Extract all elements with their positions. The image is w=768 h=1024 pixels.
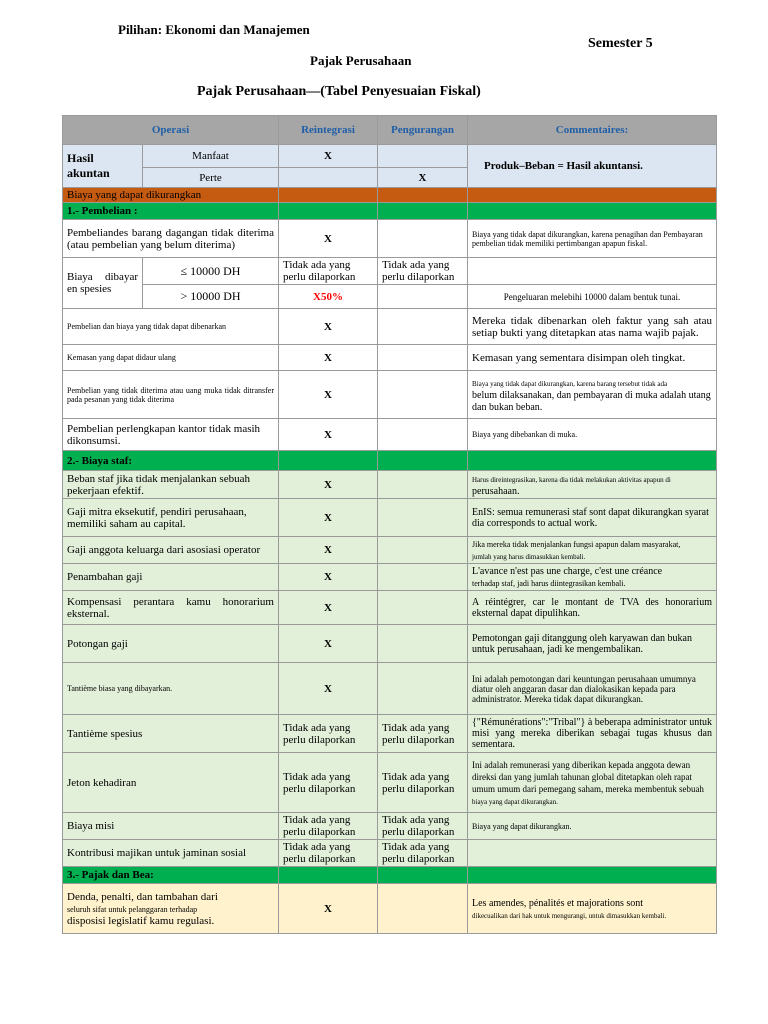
table-row — [63, 345, 717, 371]
comment-cell: Biaya yang dapat dikurangkan. — [468, 813, 717, 840]
table-row — [63, 663, 717, 715]
table-row — [63, 220, 717, 258]
operasi-cell — [63, 884, 279, 934]
comment-line: terhadap staf, jadi harus diintegrasikan kembali. — [472, 579, 626, 588]
operasi-cell: Pembelian perlengkapan kantor tidak masih dikonsumsi. — [63, 419, 279, 451]
hasil-comment: Produk–Beban = Hasil akuntansi. — [468, 145, 717, 188]
perte-label: Perte — [143, 168, 279, 188]
col-reintegrasi: Reintegrasi — [279, 116, 378, 145]
not-reported: Tidak ada yang perlu dilaporkan — [378, 753, 468, 813]
col-operasi: Operasi — [63, 116, 279, 145]
operasi-cell: Beban staf jika tidak menjalankan sebuah pekerjaan efektif. — [63, 471, 279, 499]
mark: X — [279, 309, 378, 345]
comment-cell — [468, 753, 717, 813]
comment-cell: Kemasan yang sementara disimpan oleh tingkat. — [468, 345, 717, 371]
orange-label-row — [63, 188, 717, 203]
threshold-low: ≤ 10000 DH — [143, 258, 279, 285]
comment-cell — [468, 564, 717, 591]
operasi-line: disposisi legislatif kamu regulasi. — [67, 914, 215, 927]
not-reported: Tidak ada yang perlu dilaporkan — [279, 753, 378, 813]
operasi-cell: Gaji mitra eksekutif, pendiri perusahaan, memiliki saham au capital. — [63, 499, 279, 537]
mark: X — [279, 220, 378, 258]
mark: X — [279, 884, 378, 934]
not-reported: Tidak ada yang perlu dilaporkan — [378, 813, 468, 840]
mark: X50% — [279, 285, 378, 309]
table-row — [63, 715, 717, 753]
table-row — [63, 285, 717, 309]
comment-line: dikecualikan dari hak untuk mengurangi, untuk dimasukkan kembali. — [472, 911, 667, 920]
comment-cell: A réintégrer, car le montant de TVA des honorarium eksternal dapat dipulihkan. — [468, 591, 717, 625]
comment-cell — [468, 884, 717, 934]
table-row — [63, 309, 717, 345]
operasi-cell: Pembeliandes barang dagangan tidak diterima (atau pembelian yang belum diterima) — [63, 220, 279, 258]
table-header-row — [63, 116, 717, 145]
operasi-cell: Kompensasi perantara kamu honorarium eksternal. — [63, 591, 279, 625]
mark: X — [279, 371, 378, 419]
comment-cell — [468, 537, 717, 564]
mark: X — [279, 345, 378, 371]
mark: X — [279, 591, 378, 625]
comment-line: Les amendes, pénalités et majorations sont — [472, 897, 644, 909]
comment-cell — [468, 371, 717, 419]
table-row — [63, 471, 717, 499]
col-commentaires: Commentaires: — [468, 116, 717, 145]
semester-heading: Semester 5 — [588, 36, 653, 51]
comment-line: L'avance n'est pas une charge, c'est une créance — [472, 566, 663, 577]
comment-line: perusahaan. — [472, 485, 520, 497]
operasi-cell: Tantième biasa yang dibayarkan. — [63, 663, 279, 715]
operasi-line: Denda, penalti, dan tambahan dari — [67, 890, 218, 903]
mark: X — [378, 168, 468, 188]
not-reported: Tidak ada yang perlu dilaporkan — [279, 813, 378, 840]
comment-cell: Biaya yang tidak dapat dikurangkan, karena penagihan dan Pembayaran pembelian tidak memiliki pertimbangan apapun fiskal. — [468, 220, 717, 258]
table-row — [63, 537, 717, 564]
mark: X — [279, 471, 378, 499]
table-row — [63, 499, 717, 537]
table-row — [63, 625, 717, 663]
operasi-cell: Penambahan gaji — [63, 564, 279, 591]
table-row — [63, 840, 717, 867]
page-title: Pajak Perusahaan — [310, 53, 412, 68]
not-reported: Tidak ada yang perlu dilaporkan — [279, 258, 378, 285]
operasi-cell: Jeton kehadiran — [63, 753, 279, 813]
not-reported: Tidak ada yang perlu dilaporkan — [279, 715, 378, 753]
col-pengurangan: Pengurangan — [378, 116, 468, 145]
comment-cell — [468, 471, 717, 499]
operasi-cell: Kontribusi majikan untuk jaminan sosial — [63, 840, 279, 867]
comment-cell: Biaya yang dibebankan di muka. — [468, 419, 717, 451]
comment-line: Ini adalah remunerasi yang diberikan kepada anggota dewan direksi dan yang jumlah tahunan global ditetapkan oleh rapat umum umum dari pemegang saham, mereka membentuk sebuah — [472, 759, 704, 794]
table-row — [63, 884, 717, 934]
not-reported: Tidak ada yang perlu dilaporkan — [378, 715, 468, 753]
table-row — [63, 371, 717, 419]
operasi-cell: Potongan gaji — [63, 625, 279, 663]
section-row — [63, 203, 717, 220]
operasi-cell: Pembelian yang tidak diterima atau uang muka tidak ditransfer pada pesanan yang tidak diterima — [63, 371, 279, 419]
manfaat-label: Manfaat — [143, 145, 279, 168]
operasi-cell: Tantième spesius — [63, 715, 279, 753]
table-row — [63, 258, 717, 285]
not-reported: Tidak ada yang perlu dilaporkan — [378, 840, 468, 867]
page-subtitle: Pajak Perusahaan—(Tabel Penyesuaian Fiskal) — [197, 84, 481, 99]
mark: X — [279, 145, 378, 168]
table-row — [63, 591, 717, 625]
comment-line: biaya yang dapat dikurangkan. — [472, 797, 558, 806]
mark: X — [279, 537, 378, 564]
operasi-cell: Pembelian dan biaya yang tidak dapat dibenarkan — [63, 309, 279, 345]
mark: X — [279, 419, 378, 451]
not-reported: Tidak ada yang perlu dilaporkan — [378, 258, 468, 285]
section-pembelian: 1.- Pembelian : — [63, 203, 279, 220]
comment-cell: EnIS: semua remunerasi staf sont dapat dikurangkan syarat dia corresponds to actual work. — [468, 499, 717, 537]
mark: X — [279, 663, 378, 715]
threshold-high: > 10000 DH — [143, 285, 279, 309]
comment-line: Biaya yang tidak dapat dikurangkan, karena barang tersebut tidak ada — [472, 379, 668, 388]
table-row — [63, 419, 717, 451]
comment-cell: Ini adalah pemotongan dari keuntungan perusahaan umumnya diatur oleh anggaran dasar dan dialokasikan kepada para administrator. Mereka tidak dapat dikurangkan. — [468, 663, 717, 715]
comment-line: Harus direintegrasikan, karena dia tidak melakukan aktivitas apapun di — [472, 475, 671, 484]
mark: X — [279, 499, 378, 537]
table-row — [63, 145, 717, 168]
table-row — [63, 753, 717, 813]
orange-label: Biaya yang dapat dikurangkan — [63, 188, 279, 203]
hasil-label: Hasil akuntan — [63, 145, 143, 188]
comment-cell: Mereka tidak dibenarkan oleh faktur yang sah atau setiap bukti yang ditetapkan atas nama wajib pajak. — [468, 309, 717, 345]
operasi-cell: Kemasan yang dapat didaur ulang — [63, 345, 279, 371]
comment-cell: {"Rémunérations":"Tribal"} à beberapa administrator untuk misi yang mereka diberikan sebagai tugas khusus dan sementara. — [468, 715, 717, 753]
subject-heading: Pilihan: Ekonomi dan Manajemen — [118, 22, 310, 37]
operasi-cell: Biaya misi — [63, 813, 279, 840]
fiscal-adjustment-table — [62, 115, 717, 934]
table-row — [63, 813, 717, 840]
operasi-cell: Gaji anggota keluarga dari asosiasi operator — [63, 537, 279, 564]
comment-cell: Pengeluaran melebihi 10000 dalam bentuk tunai. — [468, 285, 717, 309]
comment-cell: Pemotongan gaji ditanggung oleh karyawan dan bukan untuk perusahaan, jadi ke mengembalikan. — [468, 625, 717, 663]
comment-line: belum dilaksanakan, dan pembayaran di muka adalah utang dan bukan beban. — [472, 389, 711, 413]
mark: X — [279, 625, 378, 663]
section-staf: 2.- Biaya staf: — [63, 451, 279, 471]
operasi-cell: Biaya dibayar en spesies — [63, 258, 143, 309]
section-row — [63, 867, 717, 884]
operasi-line: seluruh sifat untuk pelanggaran terhadap — [67, 904, 198, 914]
comment-line: Jika mereka tidak menjalankan fungsi apapun dalam masyarakat, — [472, 540, 681, 549]
comment-line: jumlah yang harus dimasukkan kembali. — [472, 553, 586, 561]
table-row — [63, 564, 717, 591]
section-row — [63, 451, 717, 471]
mark: X — [279, 564, 378, 591]
not-reported: Tidak ada yang perlu dilaporkan — [279, 840, 378, 867]
section-pajak: 3.- Pajak dan Bea: — [63, 867, 279, 884]
